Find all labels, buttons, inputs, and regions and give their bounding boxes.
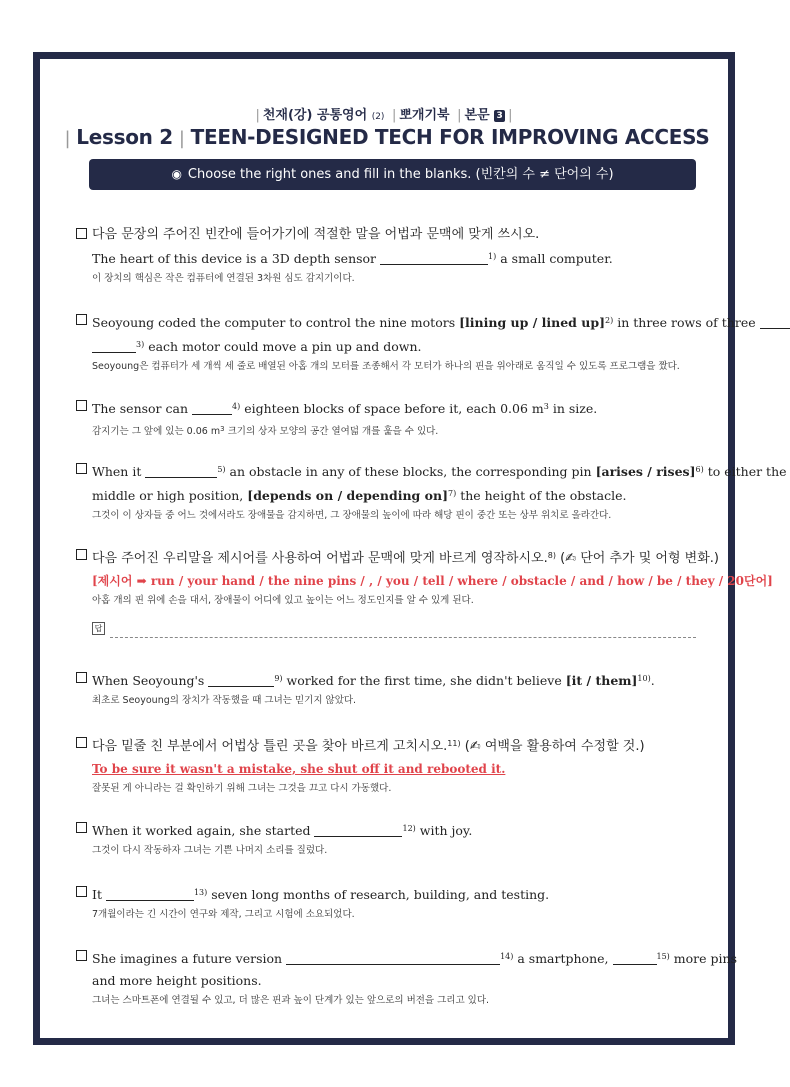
translation: 7개월이라는 긴 시간이 연구와 제작, 그리고 시험에 소요되었다. [92, 909, 355, 920]
answer-blank[interactable] [286, 952, 500, 965]
translation: 그것이 이 상자들 중 어느 것에서라도 장애물을 감지하면, 그 장애물의 높이에 따라 해당 핀이 중간 또는 상부 위치로 올라간다. [92, 510, 612, 521]
translation: 감지기는 그 앞에 있는 0.06 $m^3$ 크기의 상자 모양의 공간 열여덟 개를 훑을 수 있다. [92, 425, 439, 437]
lesson-title: | Lesson 2 | TEEN-DESIGNED TECH FOR IMPROVING ACCESS [64, 125, 710, 149]
part-number-badge: 3 [494, 110, 505, 122]
choice-option: [lining up / lined up] [459, 315, 606, 330]
question-sentence: When Seoyoung's $^{9)}$ worked for the first time, she didn't believe [it / them]$^{10)}$. [92, 673, 655, 688]
choice-option: [it / them] [565, 673, 638, 688]
translation: 최초로 Seoyoung의 장치가 작동했을 때 그녀는 믿기지 않았다. [92, 695, 357, 706]
choice-option: [arises / rises] [595, 464, 696, 479]
answer-dashed-line [110, 637, 696, 638]
question-8 [76, 818, 706, 859]
translation: 그것이 다시 작동하자 그녀는 기쁜 나머지 소리를 질렀다. [92, 845, 328, 856]
translation: 그녀는 스마트폰에 연결될 수 있고, 더 많은 핀과 높이 단계가 있는 앞으로의 버전을 그리고 있다. [92, 995, 490, 1006]
answer-blank[interactable] [613, 952, 657, 965]
question-sentence: It $^{13)}$ seven long months of research, building, and testing. [92, 887, 550, 902]
checkbox[interactable] [76, 400, 87, 411]
checkbox[interactable] [76, 886, 87, 897]
question-sentence: The sensor can $^{4)}$ eighteen blocks of space before it, each 0.06 $m^3$ in size. [92, 401, 598, 416]
question-instruction: 다음 밑줄 친 부분에서 어법상 틀린 곳을 찾아 바르게 고치시오.$^{11)}$ (✍ 여백을 활용하여 수정할 것.) [92, 739, 645, 754]
answer-mark: 답 [92, 622, 105, 635]
target-icon: ◉ [171, 167, 182, 181]
course-name: 천재(강) 공통영어 [262, 108, 368, 123]
question-sentence: The heart of this device is a 3D depth sensor $^{1)}$ a small computer. [92, 251, 613, 266]
instruction-banner [89, 159, 696, 190]
translation: Seoyoung은 컴퓨터가 세 개씩 세 줄로 배열된 아홉 개의 모터를 조종해서 각 모터가 하나의 핀을 위아래로 움직일 수 있도록 프로그램을 짰다. [92, 361, 680, 372]
checkbox[interactable] [76, 463, 87, 474]
question-sentence: She imagines a future version $^{14)}$ a smartphone, $^{15)}$ more pins [92, 951, 737, 966]
answer-line[interactable] [92, 619, 696, 639]
answer-blank[interactable] [92, 340, 136, 353]
checkbox[interactable] [76, 549, 87, 560]
question-3 [76, 396, 706, 440]
banner-text: Choose the right ones and fill in the blanks. (빈칸의 수 ≠ 단어의 수) [187, 167, 614, 182]
question-7 [76, 733, 706, 797]
section-name: 뽀개기북 [399, 108, 450, 123]
question-6 [76, 668, 706, 709]
translation: 이 장치의 핵심은 작은 컴퓨터에 연결된 3차원 심도 감지기이다. [92, 273, 355, 284]
question-1 [76, 224, 706, 287]
question-instruction: 다음 문장의 주어진 빈칸에 들어가기에 적절한 말을 어법과 문맥에 맞게 쓰시오. [92, 227, 540, 242]
checkbox[interactable] [76, 672, 87, 683]
course-number: (2) [371, 112, 385, 122]
question-sentence-cont: middle or high position, [depends on / depending on]$^{7)}$ the height of the obstacle. [92, 488, 627, 503]
course-header: | 천재(강) 공통영어 (2) | 뽀개기북 | 본문 3 | [255, 108, 513, 123]
word-hint: [제시어 ➡ run / your hand / the nine pins / , / you / tell / where / obstacle / and / how / be / they / 20단어] [92, 574, 773, 588]
checkbox[interactable] [76, 228, 87, 239]
checkbox[interactable] [76, 314, 87, 325]
question-sentence: When it worked again, she started $^{12)}$ with joy. [92, 823, 473, 838]
lesson-label: Lesson 2 [76, 125, 173, 149]
question-sentence: Seoyoung coded the computer to control the nine motors [lining up / lined up]$^{2)}$ in three rows of three [92, 310, 722, 334]
part-name: 본문 [464, 108, 490, 123]
checkbox[interactable] [76, 950, 87, 961]
answer-blank[interactable] [145, 465, 217, 478]
question-5 [76, 545, 773, 609]
translation: 아홉 개의 핀 위에 손을 대서, 장애물이 어디에 있고 높이는 어느 정도인지를 알 수 있게 된다. [92, 595, 474, 606]
question-sentence-cont: and more height positions. [92, 973, 262, 988]
pencil-note: (✍ 여백을 활용하여 수정할 것.) [464, 739, 645, 754]
checkbox[interactable] [76, 822, 87, 833]
pencil-note: (✍ 단어 추가 및 어형 변화.) [560, 551, 719, 566]
answer-blank[interactable] [380, 252, 488, 265]
question-sentence-cont: $^{3)}$ each motor could move a pin up and down. [92, 334, 722, 358]
underlined-sentence: To be sure it wasn't a mistake, she shut off it and rebooted it. [92, 762, 506, 776]
answer-blank[interactable] [192, 402, 232, 415]
question-instruction: 다음 주어진 우리말을 제시어를 사용하여 어법과 문맥에 맞게 바르게 영작하시오.$^{8)}$ (✍ 단어 추가 및 어형 변화.) [92, 551, 719, 566]
question-2 [76, 310, 756, 375]
lesson-name: TEEN-DESIGNED TECH FOR IMPROVING ACCESS [190, 125, 710, 149]
question-9 [76, 882, 706, 923]
checkbox[interactable] [76, 737, 87, 748]
answer-blank[interactable] [208, 674, 274, 687]
question-sentence: When it $^{5)}$ an obstacle in any of these blocks, the corresponding pin [arises / rises]$^{6)}$ to either the [92, 464, 787, 479]
question-4 [76, 459, 787, 524]
choice-option: [depends on / depending on] [247, 488, 448, 503]
answer-blank[interactable] [314, 824, 402, 837]
answer-blank[interactable] [106, 888, 194, 901]
translation: 잘못된 게 아니라는 걸 확인하기 위해 그녀는 그것을 끄고 다시 가동했다. [92, 783, 392, 794]
answer-blank[interactable] [760, 316, 790, 329]
question-10 [76, 946, 737, 1009]
